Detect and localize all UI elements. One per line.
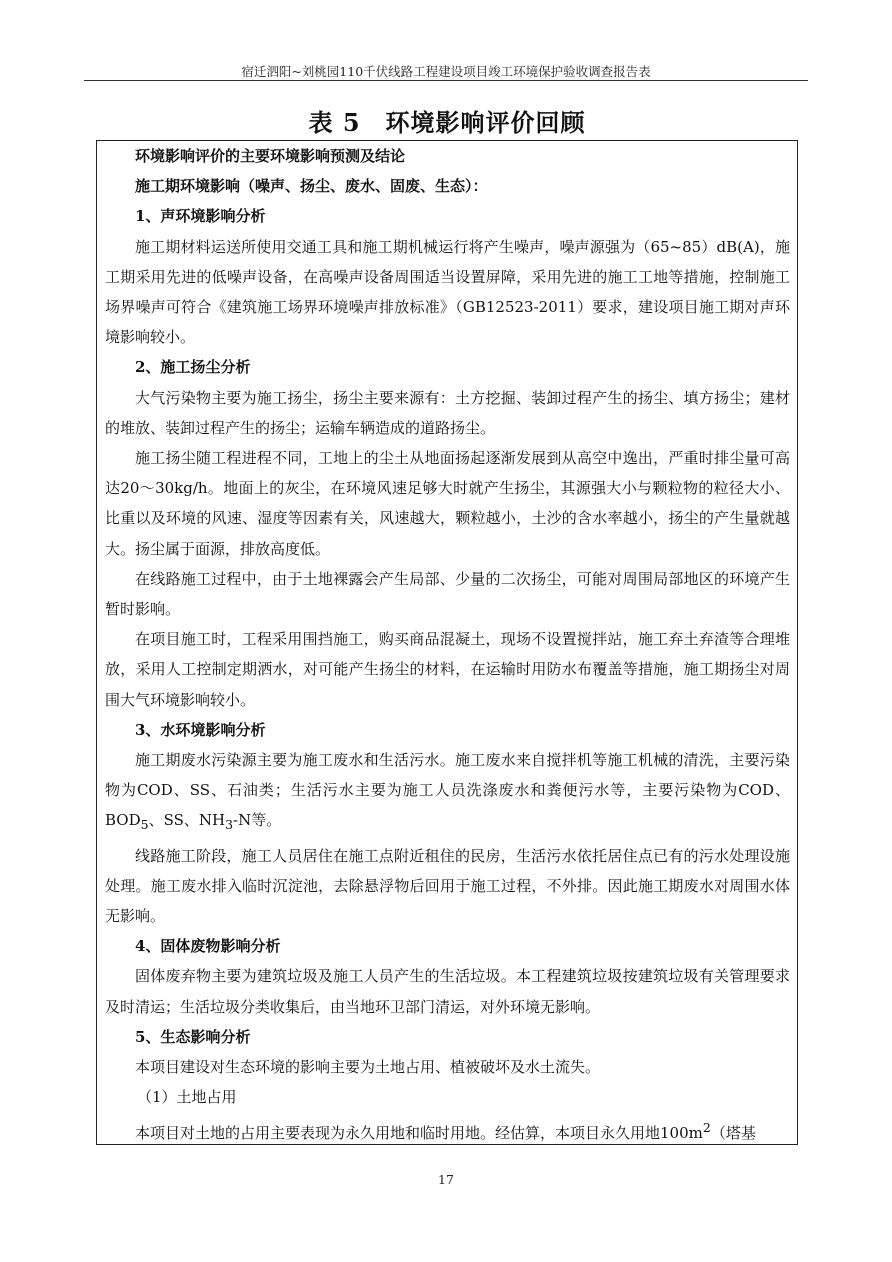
noise-paragraph: 施工期材料运送所使用交通工具和施工期机械运行将产生噪声，噪声源强为（65~85）dB(A)，施工期采用先进的低噪声设备，在高噪声设备周围适当设置屏障，采用先进的施工工地等措施，控制施工场界噪声可符合《建筑施工场界环境噪声排放标准》（GB12523-2011）要求，建设项目施工期对声环境影响较小。 (105, 237, 790, 347)
eco-text-b: （塔基 (710, 1123, 756, 1142)
water-paragraph-1 (105, 745, 790, 841)
water-text-b: 、SS、NH (148, 811, 226, 830)
water-subscript-5: 5 (140, 817, 149, 833)
main-heading: 环境影响评价的主要环境影响预测及结论 (135, 147, 406, 165)
water-text-c: -N等。 (233, 811, 282, 830)
eco-paragraph-2 (105, 1113, 790, 1146)
dust-paragraph-2: 施工扬尘随工程进程不同，工地上的尘土从地面扬起逐渐发展到从高空中逸出，严重时排尘量可高达20～30kg/h。地面上的灰尘，在环境风速足够大时就产生扬尘，其源强大小与颗粒物的粒径大小、比重以及环境的风速、湿度等因素有关，风速越大，颗粒越小，土沙的含水率越小，扬尘的产生量就越大。扬尘属于面源，排放高度低。 (105, 449, 790, 558)
page-number: 17 (438, 1172, 454, 1187)
dust-paragraph-1: 大气污染物主要为施工扬尘，扬尘主要来源有：土方挖掘、装卸过程产生的扬尘、填方扬尘；建材的堆放、装卸过程产生的扬尘；运输车辆造成的道路扬尘。 (105, 388, 790, 437)
content-box (96, 140, 798, 1145)
water-paragraph-2: 线路施工阶段，施工人员居住在施工点附近租住的民房，生活污水依托居住点已有的污水处理设施处理。施工废水排入临时沉淀池，去除悬浮物后回用于施工过程，不外排。因此施工期废水对周围水体无影响。 (105, 846, 790, 926)
water-subscript-3: 3 (225, 817, 234, 833)
dust-paragraph-4: 在项目施工时，工程采用围挡施工，购买商品混凝土，现场不设置搅拌站，施工弃土弃渣等合理堆放，采用人工控制定期洒水，对可能产生扬尘的材料，在运输时用防水布覆盖等措施，施工期扬尘对周围大气环境影响较小。 (105, 630, 790, 709)
eco-subheading-land: （1）土地占用 (137, 1088, 237, 1107)
table-title: 表 5 环境影响评价回顾 (308, 108, 586, 137)
solid-heading: 4、固体废物影响分析 (135, 937, 281, 956)
eco-paragraph-1: 本项目建设对生态环境的影响主要为土地占用、植被破坏及水土流失。 (135, 1058, 601, 1077)
water-heading: 3、水环境影响分析 (135, 720, 266, 739)
header-rule (84, 80, 808, 81)
page-header: 宿迁泗阳~刘桃园110千伏线路工程建设项目竣工环境保护验收调查报告表 (241, 64, 651, 79)
eco-text-a: 本项目对土地的占用主要表现为永久用地和临时用地。经估算，本项目永久用地100m (135, 1123, 703, 1142)
solid-paragraph: 固体废弃物主要为建筑垃圾及施工人员产生的生活垃圾。本工程建筑垃圾按建筑垃圾有关管理要求及时清运；生活垃圾分类收集后，由当地环卫部门清运，对外环境无影响。 (105, 967, 790, 1016)
dust-heading: 2、施工扬尘分析 (135, 358, 251, 377)
noise-heading: 1、声环境影响分析 (135, 207, 266, 226)
eco-superscript-2: 2 (702, 1119, 711, 1135)
eco-heading: 5、生态影响分析 (135, 1027, 251, 1046)
construction-heading: 施工期环境影响（噪声、扬尘、废水、固废、生态）： (135, 177, 488, 196)
water-text-a: 施工期废水污染源主要为施工废水和生活污水。施工废水来自搅拌机等施工机械的清洗，主要污染物为COD、SS、石油类；生活污水主要为施工人员洗涤废水和粪便污水等，主要污染物为COD、BOD (105, 751, 790, 830)
dust-paragraph-3: 在线路施工过程中，由于土地裸露会产生局部、少量的二次扬尘，可能对周围局部地区的环境产生暂时影响。 (105, 569, 790, 619)
report-content (97, 141, 797, 1145)
